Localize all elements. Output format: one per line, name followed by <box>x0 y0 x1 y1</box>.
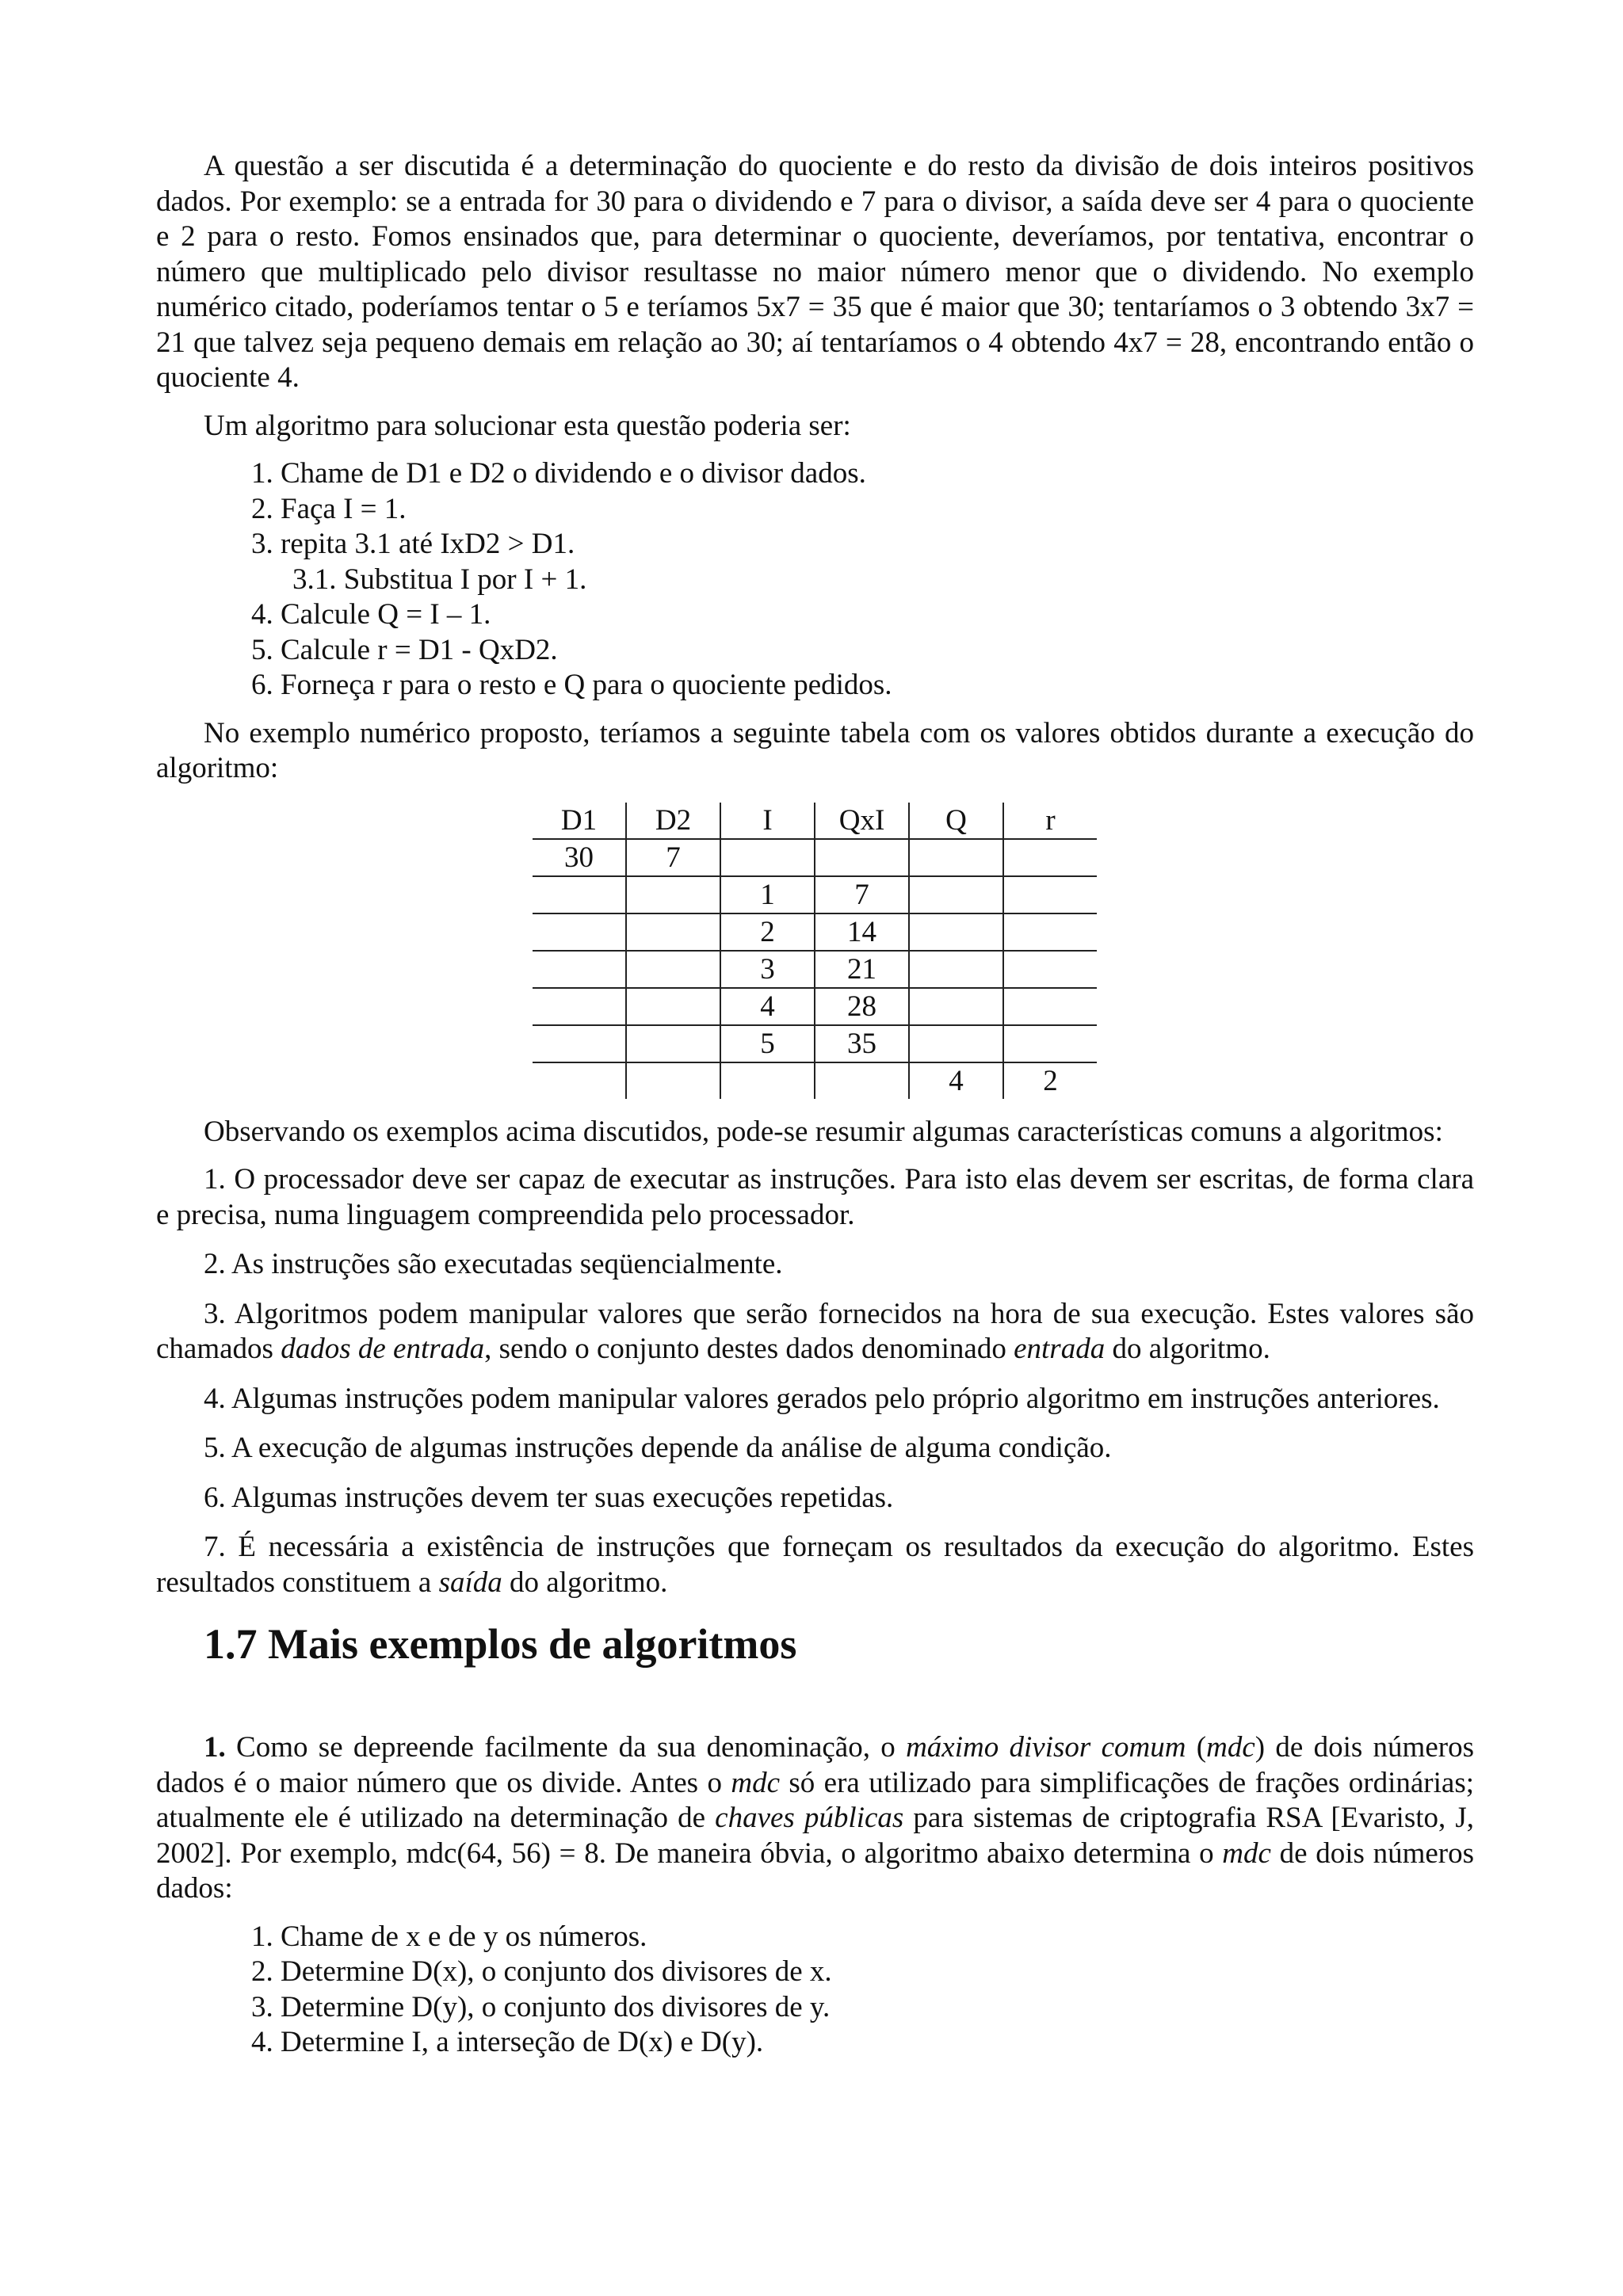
text-run: para sistemas de criptografia RSA [Evaristo, J, 2002]. Por exemplo, mdc(64, 56) = 8. De maneira óbvia, o algoritmo abaixo determina o <box>156 1802 1475 1870</box>
table-cell: 2 <box>720 913 815 951</box>
table-cell <box>1003 839 1097 876</box>
text-run: 7. É necessária a existência de instruções que forneçam os resultados da execução do algoritmo. Estes resultados constituem a <box>156 1531 1474 1599</box>
table-cell: 2 <box>1043 1064 1058 1097</box>
text-run: só era utilizado para simplificações de frações ordinárias; atualmente ele é utilizado na determinação de <box>156 1766 1475 1834</box>
table-cell <box>815 839 909 876</box>
table-cell <box>909 951 1003 988</box>
table-cell: 4 <box>909 1062 1003 1099</box>
table-cell <box>720 1062 815 1099</box>
item-number: 1. <box>204 1731 226 1764</box>
header-cell: D2 <box>626 803 720 839</box>
table-cell: 7 <box>815 876 909 913</box>
table-cell <box>626 951 720 988</box>
table-cell <box>533 988 626 1025</box>
table-cell <box>533 1062 626 1099</box>
text-run: do algoritmo. <box>1105 1333 1270 1365</box>
table-cell <box>1003 1025 1097 1062</box>
algorithm-intro: Um algoritmo para solucionar esta questão poderia ser: <box>204 409 851 442</box>
text-run: Como se depreende facilmente da sua denominação, o <box>225 1731 907 1764</box>
table-cell: 21 <box>815 951 909 988</box>
characteristic-item <box>156 1297 1474 1367</box>
header-cell: I <box>720 803 815 839</box>
text-run: do algoritmo. <box>502 1566 668 1599</box>
table-row <box>533 876 1097 913</box>
emphasis: dados de entrada <box>281 1333 485 1365</box>
emphasis: chaves públicas <box>715 1802 904 1834</box>
algorithm-step: 2. Faça I = 1. <box>251 492 407 525</box>
table-cell: 30 <box>533 839 626 876</box>
mdc-step: 3. Determine D(y), o conjunto dos divisores de y. <box>251 1990 831 2023</box>
text-run: ) de dois números dados é o maior número que os divide. Antes o <box>156 1731 1474 1799</box>
table-cell <box>909 913 1003 951</box>
text-run: ( <box>1186 1731 1207 1764</box>
emphasis: máximo divisor comum <box>906 1731 1186 1764</box>
header-cell: D1 <box>533 803 626 839</box>
table-row <box>533 951 1097 988</box>
algorithm-step: 3. repita 3.1 até IxD2 > D1. <box>251 528 575 560</box>
observing-paragraph: Observando os exemplos acima discutidos, pode-se resumir algumas características comuns a algoritmos: <box>204 1115 1443 1148</box>
table-cell <box>909 839 1003 876</box>
table-cell: 7 <box>626 839 720 876</box>
table-cell: 1 <box>720 876 815 913</box>
characteristics-list <box>156 1162 1474 1600</box>
table-header-row <box>533 803 1097 839</box>
table-cell <box>626 988 720 1025</box>
table-cell <box>815 1062 909 1099</box>
mdc-step: 1. Chame de x e de y os números. <box>251 1920 647 1953</box>
table-row <box>533 913 1097 951</box>
characteristic-item <box>156 1530 1474 1600</box>
characteristic-item: 2. As instruções são executadas seqüencialmente. <box>204 1248 783 1280</box>
header-cell: r <box>1003 803 1097 839</box>
table-row <box>533 1025 1097 1062</box>
emphasis: mdc <box>1222 1836 1271 1870</box>
table-row <box>533 988 1097 1025</box>
table-cell <box>626 876 720 913</box>
table-cell <box>1003 988 1097 1025</box>
characteristic-item: 6. Algumas instruções devem ter suas execuções repetidas. <box>204 1481 894 1514</box>
algorithm-step: 5. Calcule r = D1 - QxD2. <box>251 633 558 666</box>
section-heading: 1.7 Mais exemplos de algoritmos <box>204 1620 797 1668</box>
table-cell <box>626 913 720 951</box>
intro-paragraph: A questão a ser discutida é a determinação do quociente e do resto da divisão de dois inteiros positivos dados. Por exemplo: se a entrada for 30 para o dividendo e 7 para o divisor, a saída deve ser 4 para o quociente e 2 para o resto. Fomos ensinados que, para determinar o quociente, deveríamos, por tentativa, encontrar o número que multiplicado pelo divisor resultasse no maior número menor que o dividendo. No exemplo numérico citado, poderíamos tentar o 5 e teríamos 5x7 = 35 que é maior que 30; tentaríamos o 3 obtendo 3x7 = 21 que talvez seja pequeno demais em relação ao 30; aí tentaríamos o 4 obtendo 4x7 = 28, encontrando então o quociente 4. <box>156 150 1474 394</box>
mdc-paragraph <box>156 1730 1474 1907</box>
header-cell: QxI <box>815 803 909 839</box>
characteristic-item: 4. Algumas instruções podem manipular valores gerados pelo próprio algoritmo em instruções anteriores. <box>204 1382 1440 1415</box>
table-cell: 35 <box>815 1025 909 1062</box>
table-cell <box>533 876 626 913</box>
table-cell <box>1003 913 1097 951</box>
table-cell: 3 <box>720 951 815 988</box>
execution-table <box>533 803 1097 1099</box>
text-run: , sendo o conjunto destes dados denominado <box>484 1333 1014 1365</box>
algorithm-steps-list <box>156 456 1474 704</box>
table-cell <box>909 1025 1003 1062</box>
table-cell <box>533 1025 626 1062</box>
text-run: 3. Algoritmos podem manipular valores que serão fornecidos na hora de sua execução. Estes valores são chamados <box>156 1297 1474 1365</box>
text-run: de dois números dados: <box>156 1836 1474 1905</box>
emphasis: mdc <box>1206 1731 1255 1764</box>
mdc-step: 4. Determine I, a interseção de D(x) e D(y). <box>251 2026 764 2058</box>
mdc-step: 2. Determine D(x), o conjunto dos divisores de x. <box>251 1955 832 1988</box>
emphasis: saída <box>438 1566 502 1599</box>
characteristic-item: 1. O processador deve ser capaz de executar as instruções. Para isto elas devem ser escritas, de forma clara e precisa, numa linguagem compreendida pelo processador. <box>156 1163 1474 1231</box>
table-cell <box>626 1025 720 1062</box>
algorithm-substep: 3.1. Substitua I por I + 1. <box>292 563 587 596</box>
table-cell <box>533 951 626 988</box>
algorithm-step: 4. Calcule Q = I – 1. <box>251 598 491 631</box>
table-cell <box>720 839 815 876</box>
table-cell <box>1003 876 1097 913</box>
table-cell <box>909 876 1003 913</box>
emphasis: mdc <box>731 1766 780 1799</box>
algorithm-step: 1. Chame de D1 e D2 o dividendo e o divisor dados. <box>251 457 866 490</box>
table-row <box>533 839 1097 876</box>
table-cell: 14 <box>815 913 909 951</box>
table-cell: 5 <box>720 1025 815 1062</box>
table-intro: No exemplo numérico proposto, teríamos a seguinte tabela com os valores obtidos durante a execução do algoritmo: <box>156 716 1474 784</box>
table-cell: 28 <box>815 988 909 1025</box>
table-cell: 4 <box>720 988 815 1025</box>
table-cell <box>1003 951 1097 988</box>
emphasis: entrada <box>1014 1333 1106 1365</box>
header-cell: Q <box>909 803 1003 839</box>
table-cell <box>626 1062 720 1099</box>
table-row <box>533 1062 1097 1099</box>
table-cell <box>533 913 626 951</box>
algorithm-step: 6. Forneça r para o resto e Q para o quociente pedidos. <box>251 669 892 701</box>
characteristic-item: 5. A execução de algumas instruções depende da análise de alguma condição. <box>204 1432 1112 1464</box>
mdc-steps-list <box>156 1920 1474 2061</box>
page-content <box>156 149 1474 2061</box>
table-cell <box>909 988 1003 1025</box>
